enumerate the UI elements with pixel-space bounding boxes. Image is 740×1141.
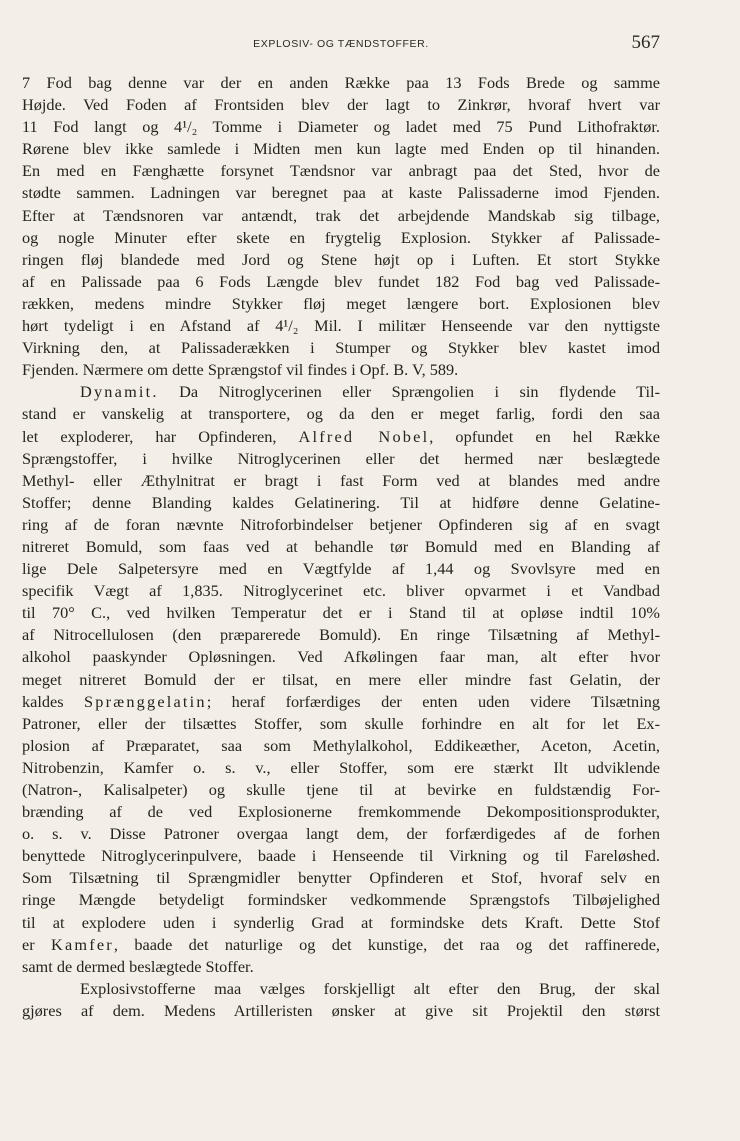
text-span: , opfundet en hel Række: [429, 426, 660, 446]
text-line: alkohol paaskynder Opløsningen. Ved Afkølingen faar man, alt efter hvor: [22, 647, 660, 667]
text-line: benyttede Nitroglycerinpulvere, baade i Henseende til Virkning og til Fareløshed.: [22, 846, 660, 866]
paragraph-dynamit-first-line: [22, 381, 660, 403]
text-line: Sprængstoffer, i hvilke Nitroglycerinen eller det hermed nær beslægtede: [22, 448, 660, 468]
text-line: stand er vanskelig at transportere, og da den er meget farlig, fordi den saa: [22, 404, 660, 424]
text-line: Efter at Tændsnoren var antændt, trak det arbejdende Mandskab sig tilbage,: [22, 205, 660, 225]
text-span: , baade det naturlige og det kunstige, det raa og det raffinerede,: [113, 934, 660, 954]
spraenggelatin-term: Sprænggelatin: [84, 691, 207, 711]
page-header: [22, 30, 660, 58]
text-span: er: [22, 934, 51, 954]
text-line: ring af de foran nævnte Nitroforbindelser betjener Opfinderen sig af en svagt: [22, 514, 660, 534]
text-line: Explosivstofferne maa vælges forskjelligt alt efter den Brug, der skal: [80, 978, 660, 998]
text-line: Nitrobenzin, Kamfer o. s. v., eller Stoffer, som ere stærkt Ilt udviklende: [22, 757, 660, 777]
text-line: ringen fløj blandede med Jord og Stene højt op i Luften. Et stort Stykke: [22, 249, 660, 269]
text-line: specifik Vægt af 1,835. Nitroglycerinet etc. bliver opvarmet i et Vandbad: [22, 581, 660, 601]
text-span: kaldes: [22, 691, 85, 711]
text-line: Methyl- eller Æthylnitrat er bragt i fast Form ved at blandes med andre: [22, 470, 660, 490]
text-line: 11 Fod langt og 4¹/₂ Tomme i Diameter og ladet med 75 Pund Lithofraktør.: [22, 117, 660, 137]
text-line: plosion af Præparatet, saa som Methylalkohol, Eddikeæther, Aceton, Acetin,: [22, 735, 660, 755]
text-line: Højde. Ved Foden af Frontsiden blev der lagt to Zinkrør, hvoraf hvert var: [22, 95, 660, 115]
text-line: af Nitrocellulosen (den præparerede Bomuld). En ringe Tilsætning af Methyl-: [22, 625, 660, 645]
text-line: Som Tilsætning til Sprængmidler benytter Opfinderen et Stof, hvoraf selv en: [22, 868, 660, 888]
text-line: til at explodere uden i synderlig Grad at formindske dets Kraft. Dette Stof: [22, 912, 660, 932]
text-line: 7 Fod bag denne var der en anden Række paa 13 Fods Brede og samme: [22, 73, 660, 92]
nobel-name: Alfred Nobel: [298, 426, 430, 446]
dynamit-term: Dynamit.: [80, 382, 159, 402]
body-text: [22, 72, 660, 1022]
text-line: brænding af de ved Explosionerne fremkommende Dekompositionsprodukter,: [22, 802, 660, 822]
text-line: Virkning den, at Palissaderækken i Stumper og Stykker blev kastet imod: [22, 338, 660, 358]
text-line: og nogle Minuter efter skete en frygtelig Explosion. Stykker af Palissade-: [22, 227, 660, 247]
running-head: EXPLOSIV- OG TÆNDSTOFFER.: [253, 38, 429, 50]
text-line: [22, 691, 660, 713]
text-span: ; heraf forfærdiges der enten uden videre Tilsætning: [206, 691, 660, 711]
text-line: lige Dele Salpetersyre med en Vægtfylde af 1,44 og Svovlsyre med en: [22, 559, 660, 579]
text-line: nitreret Bomuld, som faas ved at behandle tør Bomuld med en Blanding af: [22, 536, 660, 556]
text-line: rækken, medens mindre Stykker fløj meget længere bort. Explosionen blev: [22, 293, 660, 313]
text-line: hørt tydeligt i en Afstand af 4¹/₂ Mil. I militær Henseende var den nyttigste: [22, 316, 660, 336]
text-line: meget nitreret Bomuld der er tilsat, en mere eller mindre fast Gelatin, der: [22, 669, 660, 689]
text-line: gjøres af dem. Medens Artilleristen ønsker at give sit Projektil den størst: [22, 1000, 660, 1020]
text-line: samt de dermed beslægtede Stoffer.: [22, 956, 254, 976]
text-line: til 70° C., ved hvilken Temperatur det er i Stand til at opløse indtil 10%: [22, 603, 660, 623]
text-line: Stoffer; denne Blanding kaldes Gelatinering. Til at hidføre denne Gelatine-: [22, 492, 660, 512]
text-line: En med en Fænghætte forsynet Tændsnor var anbragt paa det Sted, hvor de: [22, 161, 660, 181]
text-line: Rørene blev ikke samlede i Midten men kun lagte med Enden op til hinanden.: [22, 139, 660, 159]
text-line: ringe Mængde betydeligt formindsker vedkommende Sprængstofs Tilbøjelighed: [22, 890, 660, 910]
text-line: o. s. v. Disse Patroner overgaa langt dem, der forfærdigedes af de forhen: [22, 824, 660, 844]
text-span: Da Nitroglycerinen eller Sprængolien i sin flydende Til-: [158, 382, 660, 402]
text-line: (Natron-, Kalisalpeter) og skulle tjene til at bevirke en fuldstændig For-: [22, 780, 660, 799]
text-line: af en Palissade paa 6 Fods Længde blev fundet 182 Fod bag ved Palissade-: [22, 271, 660, 291]
text-line: [22, 426, 660, 448]
text-line: stødte sammen. Ladningen var beregnet paa at kaste Palissaderne imod Fjenden.: [22, 183, 660, 203]
kamfer-term: Kamfer: [51, 934, 114, 954]
page-number: 567: [631, 32, 660, 53]
text-line: Patroner, eller der tilsættes Stoffer, som skulle forhindre en alt for let Ex-: [22, 713, 660, 733]
text-line: Fjenden. Nærmere om dette Sprængstof vil findes i Opf. B. V, 589.: [22, 360, 459, 380]
text-line: [22, 934, 660, 956]
text-span: let exploderer, har Opfinderen,: [22, 426, 299, 446]
